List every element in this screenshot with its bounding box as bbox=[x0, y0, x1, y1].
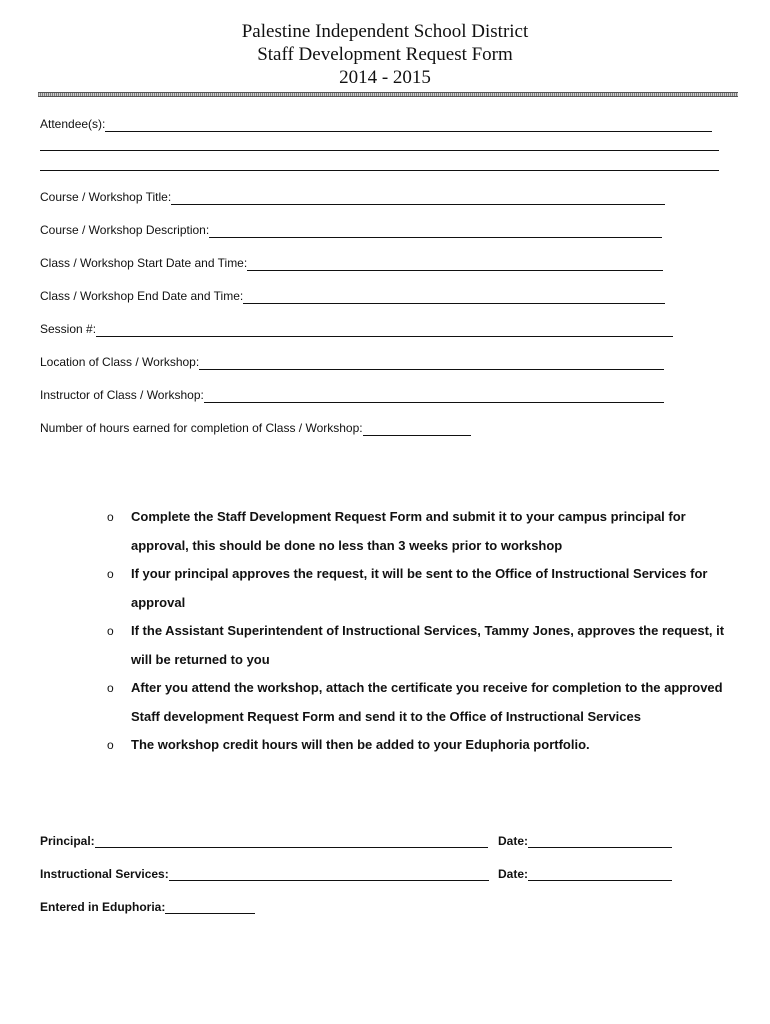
session-label: Session #: bbox=[40, 322, 97, 336]
bullet-icon: o bbox=[107, 624, 114, 638]
instructional-services-label: Instructional Services: bbox=[40, 867, 169, 881]
principal-signature-row bbox=[40, 834, 488, 848]
instructions-list bbox=[107, 503, 737, 760]
instruction-text: If the Assistant Superintendent of Instructional Services, Tammy Jones, approves the request, it will be returned to you bbox=[131, 623, 725, 667]
instructional-services-signature-row bbox=[40, 867, 489, 881]
course-title-input-line[interactable] bbox=[171, 192, 665, 205]
bullet-icon: o bbox=[107, 567, 114, 581]
header-divider bbox=[38, 92, 738, 97]
instruction-item bbox=[107, 503, 737, 560]
form-title: Staff Development Request Form bbox=[257, 44, 513, 65]
attendees-input-line-3[interactable] bbox=[40, 170, 719, 171]
principal-date-row bbox=[498, 834, 672, 848]
instructional-services-date-line[interactable] bbox=[528, 868, 672, 881]
end-date-label: Class / Workshop End Date and Time: bbox=[40, 289, 244, 303]
course-title-row bbox=[40, 190, 665, 205]
instructional-services-signature-line[interactable] bbox=[169, 868, 489, 881]
instructor-label: Instructor of Class / Workshop: bbox=[40, 388, 204, 402]
course-description-label: Course / Workshop Description: bbox=[40, 223, 210, 237]
form-header bbox=[0, 20, 770, 89]
start-date-input-line[interactable] bbox=[247, 258, 663, 271]
instructional-services-date-label: Date: bbox=[498, 867, 529, 881]
session-row bbox=[40, 322, 673, 337]
hours-input-line[interactable] bbox=[363, 423, 471, 436]
end-date-row bbox=[40, 289, 665, 304]
bullet-icon: o bbox=[107, 681, 114, 695]
entered-eduphoria-row bbox=[40, 900, 255, 914]
attendees-row bbox=[40, 117, 712, 132]
bullet-icon: o bbox=[107, 738, 114, 752]
principal-signature-line[interactable] bbox=[95, 835, 488, 848]
instruction-text: If your principal approves the request, it will be sent to the Office of Instructional Services for approval bbox=[131, 566, 708, 610]
principal-label: Principal: bbox=[40, 834, 95, 848]
attendees-label: Attendee(s): bbox=[40, 117, 106, 131]
instructor-input-line[interactable] bbox=[204, 390, 664, 403]
location-row bbox=[40, 355, 664, 370]
attendees-input-line[interactable] bbox=[105, 119, 712, 132]
hours-label: Number of hours earned for completion of Class / Workshop: bbox=[40, 421, 363, 435]
principal-date-line[interactable] bbox=[528, 835, 672, 848]
bullet-icon: o bbox=[107, 510, 114, 524]
location-label: Location of Class / Workshop: bbox=[40, 355, 200, 369]
hours-row bbox=[40, 421, 471, 436]
instruction-item bbox=[107, 674, 737, 731]
location-input-line[interactable] bbox=[199, 357, 664, 370]
course-description-input-line[interactable] bbox=[209, 225, 662, 238]
end-date-input-line[interactable] bbox=[243, 291, 665, 304]
principal-date-label: Date: bbox=[498, 834, 529, 848]
course-title-label: Course / Workshop Title: bbox=[40, 190, 172, 204]
entered-eduphoria-label: Entered in Eduphoria: bbox=[40, 900, 166, 914]
instruction-item bbox=[107, 731, 737, 760]
district-name: Palestine Independent School District bbox=[241, 21, 529, 42]
attendees-input-line-2[interactable] bbox=[40, 150, 719, 151]
instruction-text: Complete the Staff Development Request Form and submit it to your campus principal for approval, this should be done no less than 3 weeks prior to workshop bbox=[131, 509, 686, 553]
instructor-row bbox=[40, 388, 664, 403]
course-description-row bbox=[40, 223, 662, 238]
instruction-item bbox=[107, 560, 737, 617]
instruction-text: After you attend the workshop, attach the certificate you receive for completion to the approved Staff development Request Form and send it to the Office of Instructional Services bbox=[131, 680, 723, 724]
instruction-text: The workshop credit hours will then be added to your Eduphoria portfolio. bbox=[131, 737, 590, 752]
school-year: 2014 - 2015 bbox=[339, 67, 431, 88]
entered-eduphoria-line[interactable] bbox=[165, 901, 255, 914]
start-date-label: Class / Workshop Start Date and Time: bbox=[40, 256, 248, 270]
instructional-services-date-row bbox=[498, 867, 672, 881]
session-input-line[interactable] bbox=[96, 324, 673, 337]
start-date-row bbox=[40, 256, 663, 271]
instruction-item bbox=[107, 617, 737, 674]
